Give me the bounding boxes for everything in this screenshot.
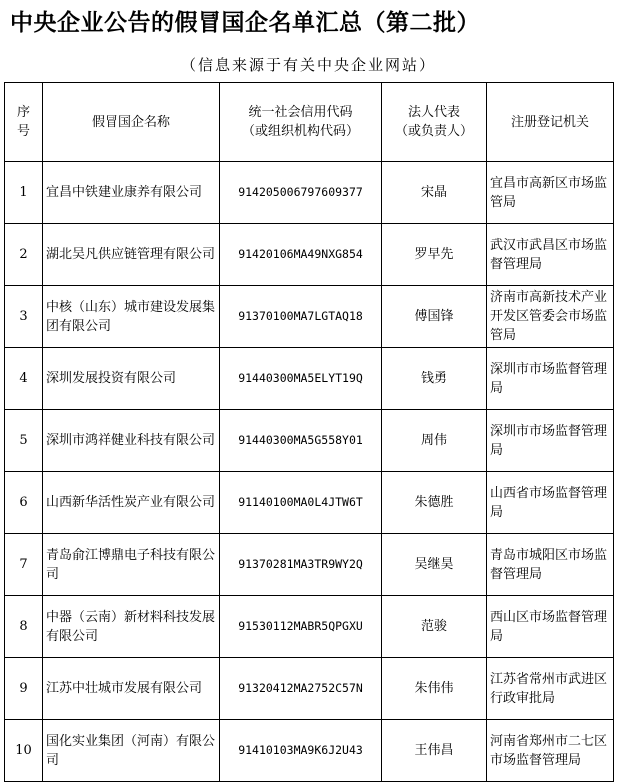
table-row	[5, 658, 614, 720]
table-row	[5, 410, 614, 472]
cell-no: 3	[5, 286, 43, 348]
cell-no: 10	[5, 720, 43, 782]
cell-authority: 宜昌市高新区市场监管局	[487, 162, 614, 224]
header-representative: 法人代表 （或负责人）	[382, 83, 487, 162]
cell-company-name: 湖北吴凡供应链管理有限公司	[43, 224, 220, 286]
cell-no: 9	[5, 658, 43, 720]
cell-authority: 西山区市场监督管理局	[487, 596, 614, 658]
cell-authority: 武汉市武昌区市场监督管理局	[487, 224, 614, 286]
cell-authority: 山西省市场监督管理局	[487, 472, 614, 534]
table-row	[5, 348, 614, 410]
table-row	[5, 534, 614, 596]
cell-no: 2	[5, 224, 43, 286]
table-row	[5, 224, 614, 286]
cell-no: 4	[5, 348, 43, 410]
cell-credit-code: 91370281MA3TR9WY2Q	[220, 534, 382, 596]
cell-authority: 河南省郑州市二七区市场监督管理局	[487, 720, 614, 782]
page-subtitle: （信息来源于有关中央企业网站）	[180, 56, 436, 74]
cell-company-name: 中核（山东）城市建设发展集团有限公司	[43, 286, 220, 348]
cell-no: 7	[5, 534, 43, 596]
cell-authority: 江苏省常州市武进区行政审批局	[487, 658, 614, 720]
table-row	[5, 472, 614, 534]
header-no: 序 号	[5, 83, 43, 162]
cell-representative: 王伟昌	[382, 720, 487, 782]
cell-no: 8	[5, 596, 43, 658]
cell-company-name: 青岛俞江博鼎电子科技有限公司	[43, 534, 220, 596]
cell-representative: 傅国锋	[382, 286, 487, 348]
cell-authority: 深圳市市场监督管理局	[487, 410, 614, 472]
table-row	[5, 162, 614, 224]
header-code: 统一社会信用代码 （或组织机构代码）	[220, 83, 382, 162]
table-row	[5, 286, 614, 348]
header-authority: 注册登记机关	[487, 83, 614, 162]
cell-company-name: 深圳市鸿祥健业科技有限公司	[43, 410, 220, 472]
cell-representative: 周伟	[382, 410, 487, 472]
cell-credit-code: 91410103MA9K6J2U43	[220, 720, 382, 782]
cell-representative: 朱德胜	[382, 472, 487, 534]
cell-credit-code: 91320412MA2752C57N	[220, 658, 382, 720]
cell-representative: 吴继昊	[382, 534, 487, 596]
header-name: 假冒国企名称	[43, 83, 220, 162]
cell-representative: 宋晶	[382, 162, 487, 224]
cell-credit-code: 91140100MA0L4JTW6T	[220, 472, 382, 534]
cell-authority: 青岛市城阳区市场监督管理局	[487, 534, 614, 596]
cell-company-name: 深圳发展投资有限公司	[43, 348, 220, 410]
cell-no: 6	[5, 472, 43, 534]
cell-company-name: 国化实业集团（河南）有限公司	[43, 720, 220, 782]
cell-representative: 罗早先	[382, 224, 487, 286]
cell-company-name: 中器（云南）新材料科技发展有限公司	[43, 596, 220, 658]
cell-authority: 深圳市市场监督管理局	[487, 348, 614, 410]
cell-representative: 钱勇	[382, 348, 487, 410]
cell-credit-code: 91530112MABR5QPGXU	[220, 596, 382, 658]
cell-representative: 朱伟伟	[382, 658, 487, 720]
fake-soe-table	[4, 82, 614, 782]
cell-credit-code: 91420106MA49NXG854	[220, 224, 382, 286]
cell-no: 5	[5, 410, 43, 472]
cell-company-name: 江苏中壮城市发展有限公司	[43, 658, 220, 720]
cell-credit-code: 91440300MA5ELYT19Q	[220, 348, 382, 410]
table-row	[5, 596, 614, 658]
cell-credit-code: 914205006797609377	[220, 162, 382, 224]
cell-representative: 范骏	[382, 596, 487, 658]
cell-credit-code: 91370100MA7LGTAQ18	[220, 286, 382, 348]
cell-company-name: 山西新华活性炭产业有限公司	[43, 472, 220, 534]
cell-company-name: 宜昌中铁建业康养有限公司	[43, 162, 220, 224]
page-title: 中央企业公告的假冒国企名单汇总（第二批）	[10, 10, 480, 36]
cell-authority: 济南市高新技术产业开发区管委会市场监管局	[487, 286, 614, 348]
cell-credit-code: 91440300MA5G558Y01	[220, 410, 382, 472]
table-header-row	[5, 83, 614, 162]
cell-no: 1	[5, 162, 43, 224]
